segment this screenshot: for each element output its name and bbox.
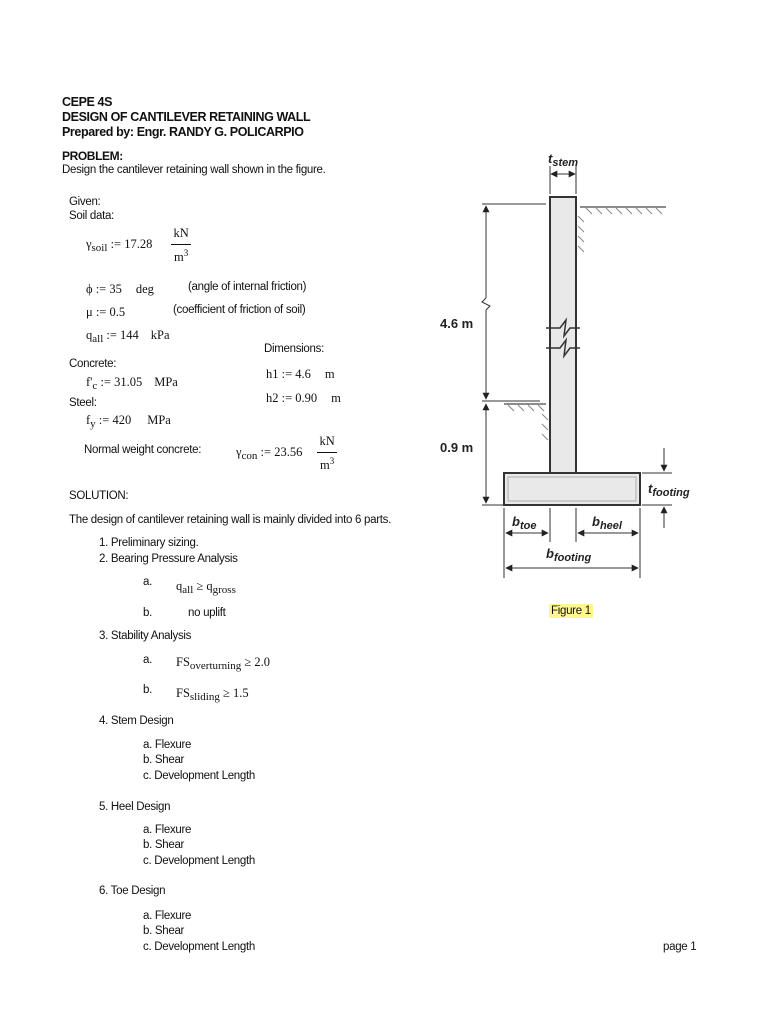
part-3: 3. Stability Analysis <box>99 630 192 642</box>
problem-heading: PROBLEM: <box>62 149 123 163</box>
stem-wall <box>550 197 576 473</box>
mu-note: (coefficient of friction of soil) <box>173 304 306 316</box>
h1-equation: h1 := 4.6 m <box>266 367 335 381</box>
part-6: 6. Toe Design <box>99 885 166 897</box>
part-6-flexure: a. Flexure <box>143 910 192 922</box>
document-title: DESIGN OF CANTILEVER RETAINING WALL <box>62 110 311 124</box>
backfill-hatch <box>578 208 662 252</box>
part-4-development-length: c. Development Length <box>143 770 255 782</box>
steel-heading: Steel: <box>69 397 97 409</box>
part-6-shear: b. Shear <box>143 925 185 937</box>
t-stem-label: $t_{stem}$ <box>548 151 579 169</box>
course-code: CEPE 4S <box>62 95 113 109</box>
t-footing-label: $t_{footing}$ <box>648 481 690 499</box>
gamma-con-equation: $\gamma_{con}$ := 23.56 $\frac{kN}{m^3}$ <box>236 434 335 473</box>
footing-slab <box>504 473 640 505</box>
part-2b-letter: b. <box>143 607 152 619</box>
part-5-development-length: c. Development Length <box>143 855 255 867</box>
part-2a-condition: $q_{all} \ge q_{gross}$ <box>176 579 236 596</box>
h2-label: 0.9 m <box>440 440 474 455</box>
nwc-label: Normal weight concrete: <box>84 444 202 456</box>
h2-equation: h2 := 0.90 m <box>266 391 341 405</box>
b-footing-label: $b_{footing}$ <box>546 546 592 564</box>
part-6-development-length: c. Development Length <box>143 941 255 953</box>
part-5: 5. Heel Design <box>99 801 171 813</box>
part-1: 1. Preliminary sizing. <box>99 537 199 549</box>
fy-equation: $f_y$ := 420 MPa <box>86 413 171 430</box>
prepared-by: Prepared by: Engr. RANDY G. POLICARPIO <box>62 125 304 139</box>
page-number: page 1 <box>663 941 697 953</box>
part-4-flexure: a. Flexure <box>143 739 192 751</box>
phi-note: (angle of internal friction) <box>188 281 307 293</box>
dimensions-heading: Dimensions: <box>264 343 324 355</box>
figure-caption: Figure 1 <box>551 605 591 617</box>
soil-data-heading: Soil data: <box>69 210 114 222</box>
part-4-shear: b. Shear <box>143 754 185 766</box>
retaining-wall-figure <box>420 148 720 588</box>
given-heading: Given: <box>69 196 101 208</box>
part-3b-letter: b. <box>143 684 152 696</box>
solution-heading: SOLUTION: <box>69 490 129 502</box>
q-all-equation: $q_{all}$ := 144 kPa <box>86 328 170 345</box>
mu-equation: μ := 0.5 <box>86 305 126 319</box>
solution-intro: The design of cantilever retaining wall is mainly divided into 6 parts. <box>69 514 391 526</box>
part-3a-condition: $FS_{overturning} \ge 2.0$ <box>176 655 270 672</box>
b-heel-label: $b_{heel}$ <box>592 514 622 532</box>
part-5-shear: b. Shear <box>143 839 185 851</box>
part-3a-letter: a. <box>143 654 152 666</box>
part-5-flexure: a. Flexure <box>143 824 192 836</box>
b-toe-label: $b_{toe}$ <box>512 514 537 532</box>
part-4: 4. Stem Design <box>99 715 174 727</box>
h1-label: 4.6 m <box>440 316 474 331</box>
gamma-soil-equation: $\gamma_{soil}$ := 17.28 $\frac{kN}{m^3}$ <box>86 226 189 265</box>
front-soil-hatch <box>508 405 548 440</box>
part-2b-text: no uplift <box>188 607 226 619</box>
part-2: 2. Bearing Pressure Analysis <box>99 553 238 565</box>
concrete-heading: Concrete: <box>69 358 117 370</box>
fc-equation: $f'_c$ := 31.05 MPa <box>86 375 178 392</box>
phi-equation: ϕ := 35 deg <box>86 282 154 296</box>
part-2a-letter: a. <box>143 576 152 588</box>
problem-text: Design the cantilever retaining wall shown in the figure. <box>62 164 326 176</box>
part-3b-condition: $FS_{sliding} \ge 1.5$ <box>176 686 249 703</box>
